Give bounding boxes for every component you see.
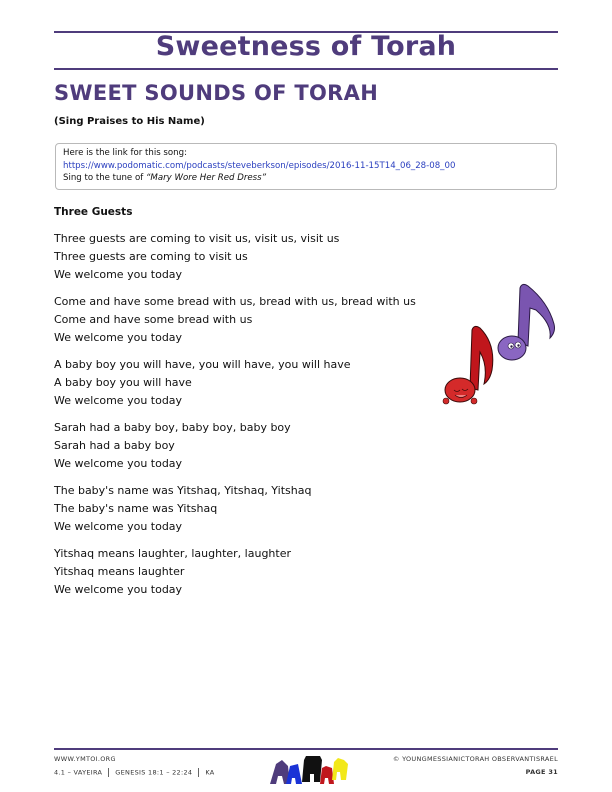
header-bottom-rule [54,68,558,70]
footer-reference: GENESIS 18:1 – 22:24 [115,768,193,777]
lyric-line: We welcome you today [54,520,183,533]
lyric-line: Three guests are coming to visit us [54,250,248,263]
footer-portion: 4.1 – VAYEIRA [54,768,103,777]
footer-website[interactable]: WWW.YMTOI.ORG [54,755,116,763]
lyric-line: We welcome you today [54,331,183,344]
lyric-line: A baby boy you will have [54,376,192,389]
lyric-line: We welcome you today [54,394,183,407]
footer-rule [54,748,558,750]
verse [54,293,416,347]
page-title: Sweetness of Torah [155,31,457,62]
song-title: Three Guests [54,206,133,218]
lyric-line: Sarah had a baby boy [54,439,175,452]
verse [54,419,416,473]
lyric-line: Come and have some bread with us [54,313,253,326]
lyric-line: The baby's name was Yitshaq, Yitshaq, Yitshaq [54,484,312,497]
song-link[interactable]: https://www.podomatic.com/podcasts/steveberkson/episodes/2016-11-15T14_06_28-08_00 [63,160,456,171]
lyric-line: We welcome you today [54,268,183,281]
section-heading: SWEET SOUNDS OF TORAH [54,81,379,105]
tune-name: “Mary Wore Her Red Dress” [145,173,267,183]
tune-prefix: Sing to the tune of [63,173,146,183]
page-number: PAGE 31 [525,768,558,776]
lyric-line: We welcome you today [54,457,183,470]
verse [54,482,416,536]
info-intro: Here is the link for this song: [63,148,187,158]
footer-code: KA [205,768,215,777]
footer-right [393,755,558,776]
tune-line [63,172,549,185]
lyric-line: Come and have some bread with us, bread with us, bread with us [54,295,416,308]
section-subheading: (Sing Praises to His Name) [54,116,205,127]
footer-left [54,755,215,777]
song-info-box [55,143,557,190]
lyric-line: A baby boy you will have, you will have, you will have [54,358,351,371]
lyric-line: Three guests are coming to visit us, visit us, visit us [54,232,340,245]
lyric-line: The baby's name was Yitshaq [54,502,218,515]
music-notes-icon [410,280,570,410]
lyric-line: We welcome you today [54,583,183,596]
song-lyrics [54,230,416,608]
verse [54,356,416,410]
lyric-line: Yitshaq means laughter [54,565,185,578]
lyric-line: Yitshaq means laughter, laughter, laughter [54,547,292,560]
lyric-line: Sarah had a baby boy, baby boy, baby boy [54,421,291,434]
footer-copyright: © YOUNGMESSIANICTORAH OBSERVANTISRAEL [392,755,558,763]
divider [198,768,199,777]
footer-meta [54,768,215,777]
divider [108,768,109,777]
ymtoi-logo-icon [268,752,354,786]
verse [54,230,416,284]
verse [54,545,416,599]
